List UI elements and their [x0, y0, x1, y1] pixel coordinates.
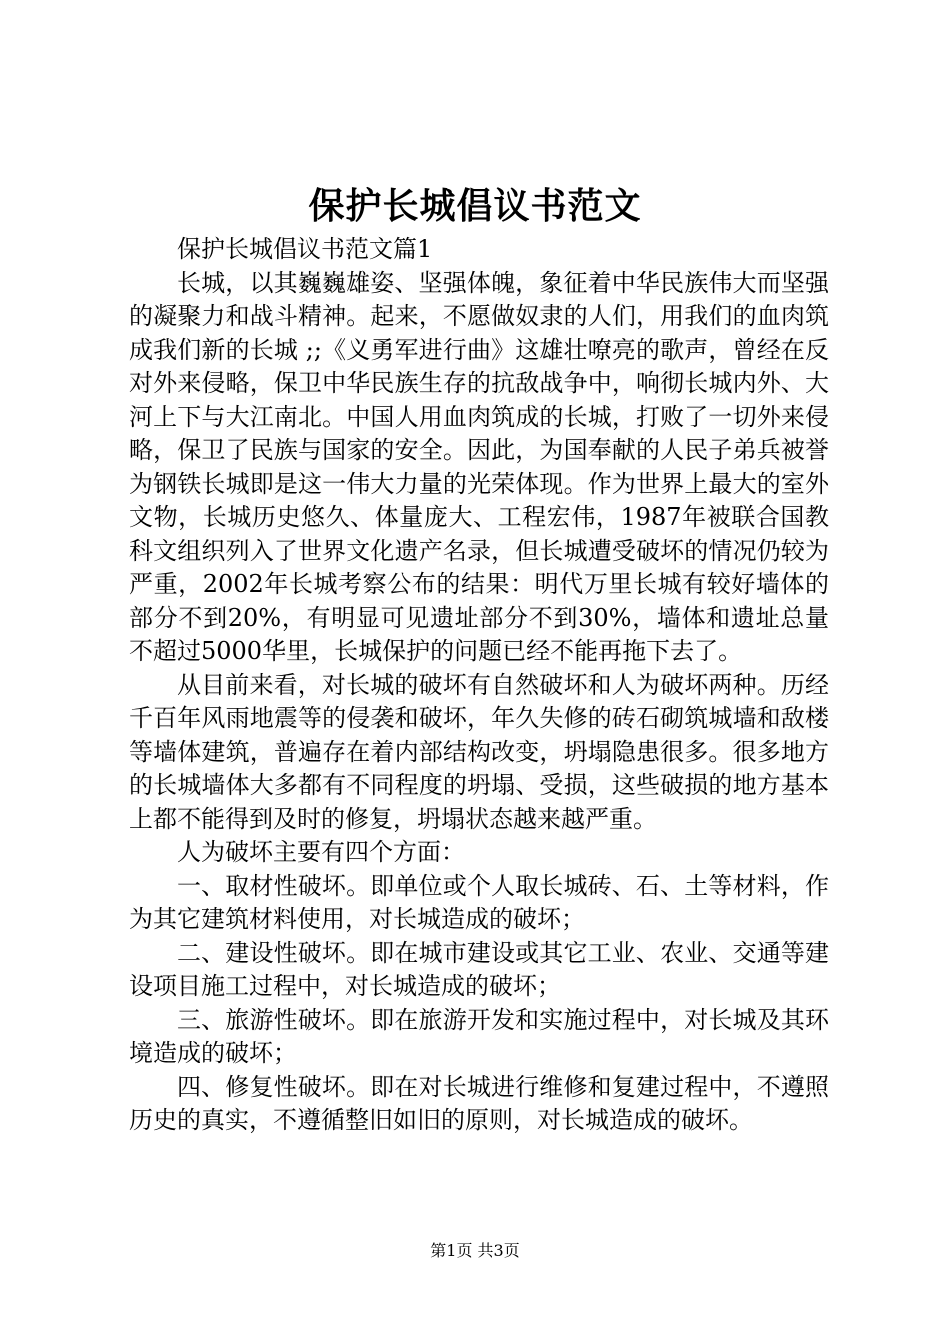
body-paragraph: 人为破坏主要有四个方面： — [177, 838, 465, 866]
list-item: 一、取材性破坏。即单位或个人取长城砖、石、土等材料，作为其它建筑材料使用，对长城造成的破坏； — [129, 871, 829, 933]
section-heading: 保护长城倡议书范文篇1 — [177, 235, 433, 263]
body-paragraph: 从目前来看，对长城的破坏有自然破坏和人为破坏两种。历经千百年风雨地震等的侵袭和破坏，年久失修的砖石砌筑城墙和敌楼等墙体建筑，普遍存在着内部结构改变，坍塌隐患很多。很多地方的长城墙体大多都有不同程度的坍塌、受损，这些破损的地方基本上都不能得到及时的修复，坍塌状态越来越严重。 — [129, 670, 829, 833]
body-paragraph: 长城，以其巍巍雄姿、坚强体魄，象征着中华民族伟大而坚强的凝聚力和战斗精神。起来，不愿做奴隶的人们，用我们的血肉筑成我们新的长城 ;;《义勇军进行曲》这雄壮嘹亮的歌声，曾经在反对外来侵略，保卫中华民族生存的抗敌战争中，响彻长城内外、大河上下与大江南北。中国人用血肉筑成的长城，打败了一切外来侵略，保卫了民族与国家的安全。因此，为国奉献的人民子弟兵被誉为钢铁长城即是这一伟大力量的光荣体现。作为世界上最大的室外文物，长城历史悠久、体量庞大、工程宏伟，1987年被联合国教科文组织列入了世界文化遗产名录，但长城遭受破坏的情况仍较为严重，2002年长城考察公布的结果：明代万里长城有较好墙体的部分不到20%，有明显可见遗址部分不到30%，墙体和遗址总量不超过5000华里，长城保护的问题已经不能再拖下去了。 — [129, 268, 829, 665]
page-number-footer: 第1页 共3页 — [430, 1241, 520, 1260]
document-title: 保护长城倡议书范文 — [308, 185, 642, 227]
list-item: 四、修复性破坏。即在对长城进行维修和复建过程中，不遵照历史的真实，不遵循整旧如旧的原则，对长城造成的破坏。 — [129, 1072, 829, 1134]
list-item: 三、旅游性破坏。即在旅游开发和实施过程中，对长城及其环境造成的破坏； — [129, 1005, 829, 1067]
document-body — [129, 233, 829, 1138]
list-item: 二、建设性破坏。即在城市建设或其它工业、农业、交通等建设项目施工过程中，对长城造成的破坏； — [129, 938, 829, 1000]
